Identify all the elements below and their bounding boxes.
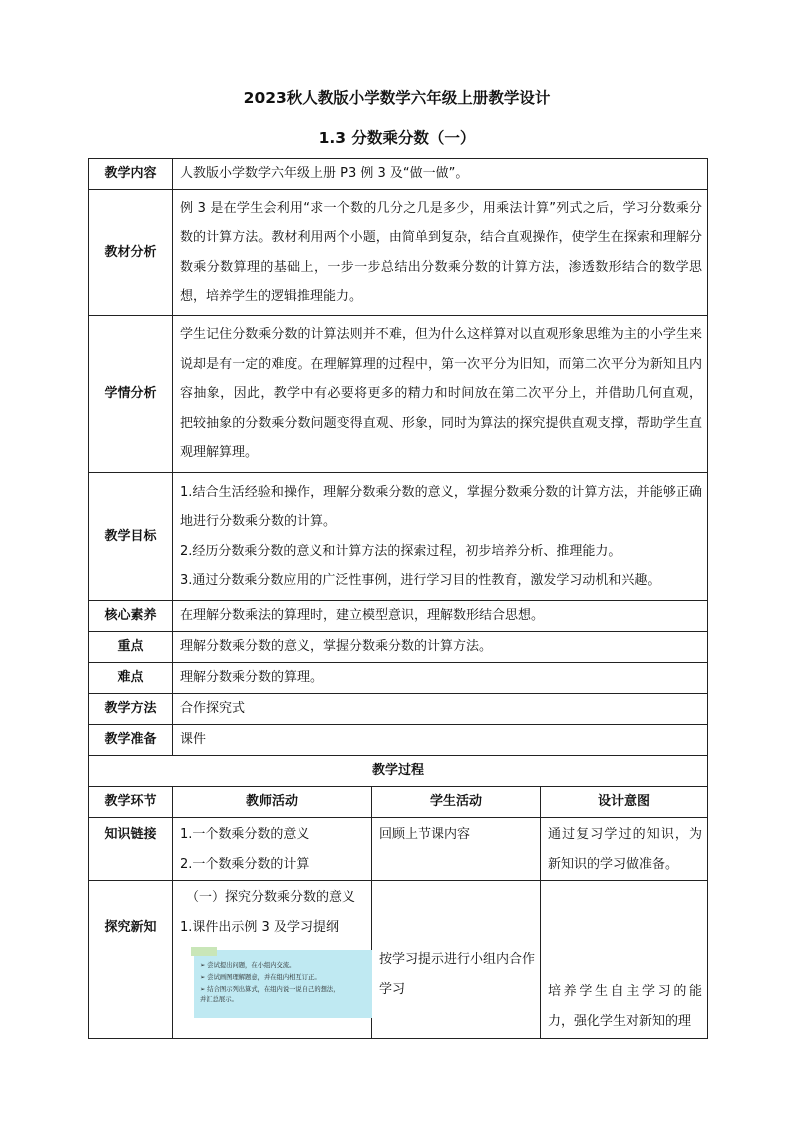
teacher-link-item: 1.一个数乘分数的意义 [180, 827, 310, 842]
value-students: 学生记住分数乘分数的计算法则并不难，但为什么这样算对以直观形象思维为主的小学生来说却是有一定的难度。在理解算理的过程中，第一次平分为旧知，而第二次平分为新知且内容抽象，因此，教学中有必要将更多的精力和时间放在第二次平分上，并借助几何直观， 把较抽象的分数乘分数问题变得直观、形象，同时为算法的探究提供直观支撑，帮助学生直观理解算理。 [173, 316, 708, 473]
header-student: 学生活动 [372, 787, 541, 818]
row-link [89, 818, 708, 881]
label-material: 教材分析 [89, 190, 173, 316]
row-students [89, 316, 708, 473]
label-students: 学情分析 [89, 316, 173, 473]
row-method [89, 694, 708, 725]
value-material: 例 3 是在学生会利用“求一个数的几分之几是多少，用乘法计算”列式之后，学习分数乘分数的计算方法。教材利用两个小题，由简单到复杂，结合直观操作，使学生在探索和理解分数乘分数算理的基础上，一步一步总结出分数乘分数的计算方法，渗透数形结合的数学思想，培养学生的逻辑推理能力。 [173, 190, 708, 316]
study-guide-line: ➢ 尝试画图理解题意，并在组内相互订正。 [200, 974, 321, 981]
value-core: 在理解分数乘法的算理时，建立模型意识，理解数形结合思想。 [173, 601, 708, 632]
value-prep: 课件 [173, 725, 708, 756]
study-guide-line: ➢ 结合图示列出算式，在组内说一说自己的想法， [200, 986, 340, 993]
row-goals [89, 473, 708, 601]
label-key: 重点 [89, 632, 173, 663]
teacher-link-item: 2.一个数乘分数的计算 [180, 856, 310, 872]
value-difficult: 理解分数乘分数的算理。 [173, 663, 708, 694]
study-guide-tab-decoration [191, 947, 217, 956]
row-key [89, 632, 708, 663]
study-guide-line: ➢ 尝试提出问题，在小组内交流。 [200, 962, 296, 969]
intent-link: 通过复习学过的知识，为新知识的学习做准备。 [541, 818, 708, 881]
stage-explore: 探究新知 [89, 881, 173, 1039]
teacher-explore-item: （一）探究分数乘分数的意义 [186, 890, 356, 905]
value-method: 合作探究式 [173, 694, 708, 725]
header-stage: 教学环节 [89, 787, 173, 818]
teacher-explore-item: 1.课件出示例 3 及学习提纲 [180, 919, 339, 935]
student-explore: 按学习提示进行小组内合作学习 [372, 881, 541, 1039]
goal-item: 2.经历分数乘分数的意义和计算方法的探索过程，初步培养分析、推理能力。 [180, 543, 622, 559]
process-title: 教学过程 [89, 756, 708, 787]
label-prep: 教学准备 [89, 725, 173, 756]
teacher-link [173, 818, 372, 881]
label-method: 教学方法 [89, 694, 173, 725]
goal-item: 1.结合生活经验和操作，理解分数乘分数的意义，掌握分数乘分数的计算方法，并能够正确地进行分数乘分数的计算。 [180, 484, 703, 529]
label-difficult: 难点 [89, 663, 173, 694]
row-content [89, 159, 708, 190]
row-core [89, 601, 708, 632]
intent-explore: 培养学生自主学习的能力，强化学生对新知的理 [541, 881, 708, 1039]
document-title: 2023秋人教版小学数学六年级上册教学设计 [243, 89, 551, 107]
study-guide-card [194, 950, 372, 1018]
row-prep [89, 725, 708, 756]
header-intent: 设计意图 [541, 787, 708, 818]
row-explore [89, 881, 708, 1039]
goal-item: 3.通过分数乘分数应用的广泛性事例，进行学习目的性教育，激发学习动机和兴趣。 [180, 573, 661, 588]
value-content: 人教版小学数学六年级上册 P3 例 3 及“做一做”。 [173, 159, 708, 190]
row-difficult [89, 663, 708, 694]
label-content: 教学内容 [89, 159, 173, 190]
study-guide-line: 并汇总展示。 [200, 996, 238, 1003]
label-goals: 教学目标 [89, 473, 173, 601]
row-process-title [89, 756, 708, 787]
row-process-headers [89, 787, 708, 818]
label-core: 核心素养 [89, 601, 173, 632]
stage-link: 知识链接 [89, 818, 173, 881]
value-key: 理解分数乘分数的意义，掌握分数乘分数的计算方法。 [173, 632, 708, 663]
row-material [89, 190, 708, 316]
student-link: 回顾上节课内容 [372, 818, 541, 881]
teacher-explore [173, 881, 372, 1039]
value-goals [173, 473, 708, 601]
header-teacher: 教师活动 [173, 787, 372, 818]
lesson-plan-table [88, 158, 708, 1039]
lesson-title: 1.3 分数乘分数（一） [318, 129, 476, 147]
